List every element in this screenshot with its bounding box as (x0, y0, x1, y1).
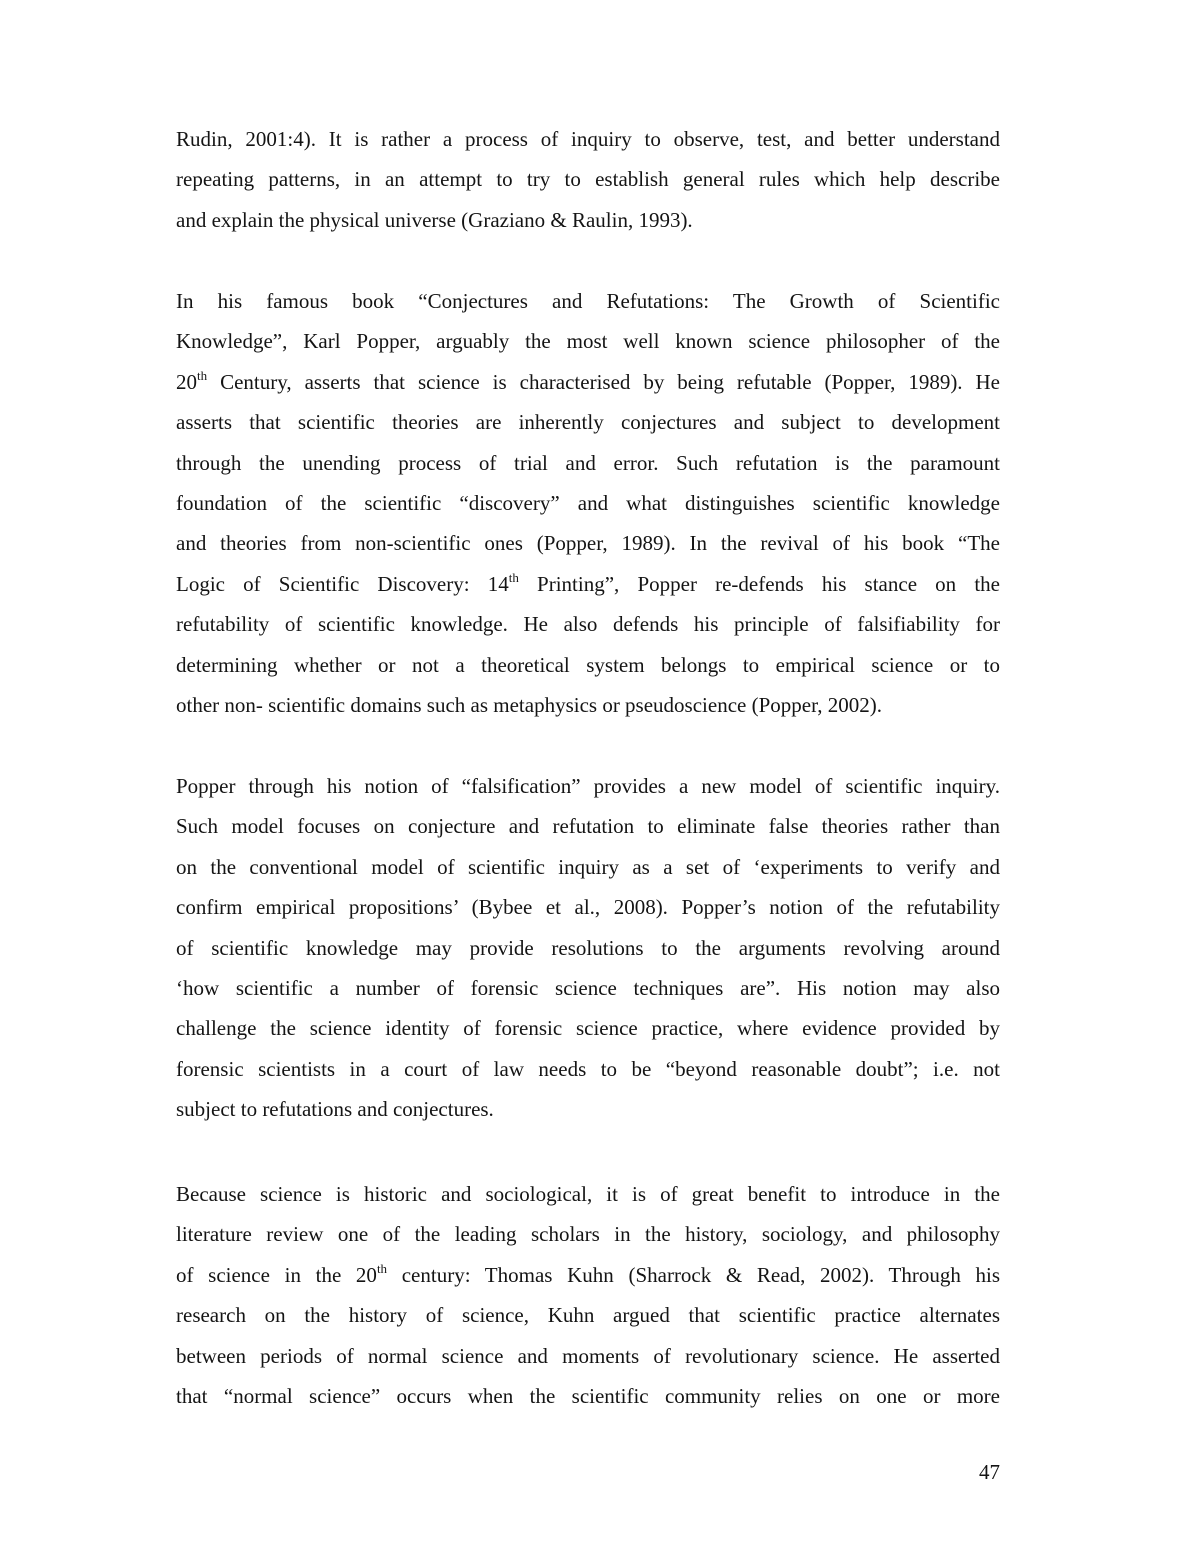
text-line (176, 887, 1000, 927)
text-segment: foundation of the scientific “discovery” and what distinguishes scientific knowledge (176, 490, 1000, 515)
text-segment: Because science is historic and sociological, it is of great benefit to introduce in the (176, 1182, 1000, 1206)
superscript: th (376, 1260, 388, 1276)
superscript: th (197, 367, 208, 383)
text-line (176, 1255, 1000, 1295)
text-segment: other non- scientific domains such as metaphysics or pseudoscience (Popper, 2002). (176, 692, 882, 717)
text-line (176, 1049, 1000, 1089)
paragraph-1 (176, 119, 1000, 240)
text-line (176, 685, 1000, 725)
text-line (176, 968, 1000, 1008)
text-segment: 20 (176, 369, 197, 394)
paragraph-2 (176, 281, 1000, 725)
text-segment: and explain the physical universe (Graziano & Raulin, 1993). (176, 207, 693, 232)
text-segment: of scientific knowledge may provide resolutions to the arguments revolving around (176, 935, 1000, 960)
text-line (176, 281, 1000, 321)
text-segment: research on the history of science, Kuhn argued that scientific practice alternates (176, 1303, 1000, 1328)
text-line (176, 1214, 1000, 1254)
text-segment: Printing”, Popper re-defends his stance on the (518, 571, 1000, 596)
paragraph-4 (176, 1174, 1000, 1416)
text-segment: repeating patterns, in an attempt to try to establish general rules which help describe (176, 167, 1000, 192)
text-segment: Such model focuses on conjecture and refutation to eliminate false theories rather than (176, 814, 1000, 839)
text-segment: through the unending process of trial and error. Such refutation is the paramount (176, 450, 1000, 475)
text-line (176, 1376, 1000, 1416)
text-segment: century: Thomas Kuhn (Sharrock & Read, 2002). Through his (387, 1262, 1000, 1287)
text-line (176, 321, 1000, 361)
text-segment: on the conventional model of scientific inquiry as a set of ‘experiments to verify and (176, 854, 1000, 879)
text-segment: forensic scientists in a court of law needs to be “beyond reasonable doubt”; i.e. not (176, 1056, 1000, 1081)
text-line (176, 402, 1000, 442)
text-segment: Rudin, 2001:4). It is rather a process of inquiry to observe, test, and better understand (176, 127, 1000, 151)
superscript: th (508, 569, 519, 585)
text-line (176, 766, 1000, 806)
text-segment: asserts that scientific theories are inherently conjectures and subject to development (176, 410, 1000, 435)
text-line (176, 564, 1000, 604)
paragraph-3 (176, 766, 1000, 1130)
text-segment: challenge the science identity of forensic science practice, where evidence provided by (176, 1016, 1000, 1041)
text-line (176, 159, 1000, 199)
text-line (176, 523, 1000, 563)
text-line (176, 200, 1000, 240)
text-segment: confirm empirical propositions’ (Bybee et al., 2008). Popper’s notion of the refutability (176, 895, 1000, 920)
text-segment: ‘how scientific a number of forensic science techniques are”. His notion may also (176, 975, 1000, 1000)
text-segment: Logic of Scientific Discovery: 14 (176, 571, 509, 596)
text-segment: subject to refutations and conjectures. (176, 1097, 494, 1122)
text-segment: Knowledge”, Karl Popper, arguably the most well known science philosopher of the (176, 329, 1000, 354)
text-line (176, 847, 1000, 887)
text-line (176, 604, 1000, 644)
text-segment: determining whether or not a theoretical system belongs to empirical science or to (176, 652, 1000, 677)
text-segment: of science in the 20 (176, 1262, 377, 1287)
text-segment: refutability of scientific knowledge. He also defends his principle of falsifiability for (176, 612, 1000, 637)
text-line (176, 483, 1000, 523)
text-line (176, 443, 1000, 483)
text-segment: between periods of normal science and moments of revolutionary science. He asserted (176, 1343, 1000, 1368)
text-line (176, 645, 1000, 685)
text-line (176, 1295, 1000, 1335)
text-segment: that “normal science” occurs when the scientific community relies on one or more (176, 1383, 1000, 1408)
text-line (176, 1089, 1000, 1129)
text-line (176, 928, 1000, 968)
text-segment: Century, asserts that science is characterised by being refutable (Popper, 1989). He (207, 369, 1000, 394)
text-line (176, 806, 1000, 846)
text-line (176, 1336, 1000, 1376)
text-segment: and theories from non-scientific ones (Popper, 1989). In the revival of his book “The (176, 531, 1000, 556)
text-line (176, 119, 1000, 159)
text-line (176, 362, 1000, 402)
text-segment: In his famous book “Conjectures and Refutations: The Growth of Scientific (176, 289, 1000, 313)
text-line (176, 1008, 1000, 1048)
page-number: 47 (979, 1460, 1000, 1484)
text-segment: literature review one of the leading scholars in the history, sociology, and philosophy (176, 1222, 1000, 1247)
text-segment: Popper through his notion of “falsification” provides a new model of scientific inquiry. (176, 774, 1000, 798)
text-line (176, 1174, 1000, 1214)
